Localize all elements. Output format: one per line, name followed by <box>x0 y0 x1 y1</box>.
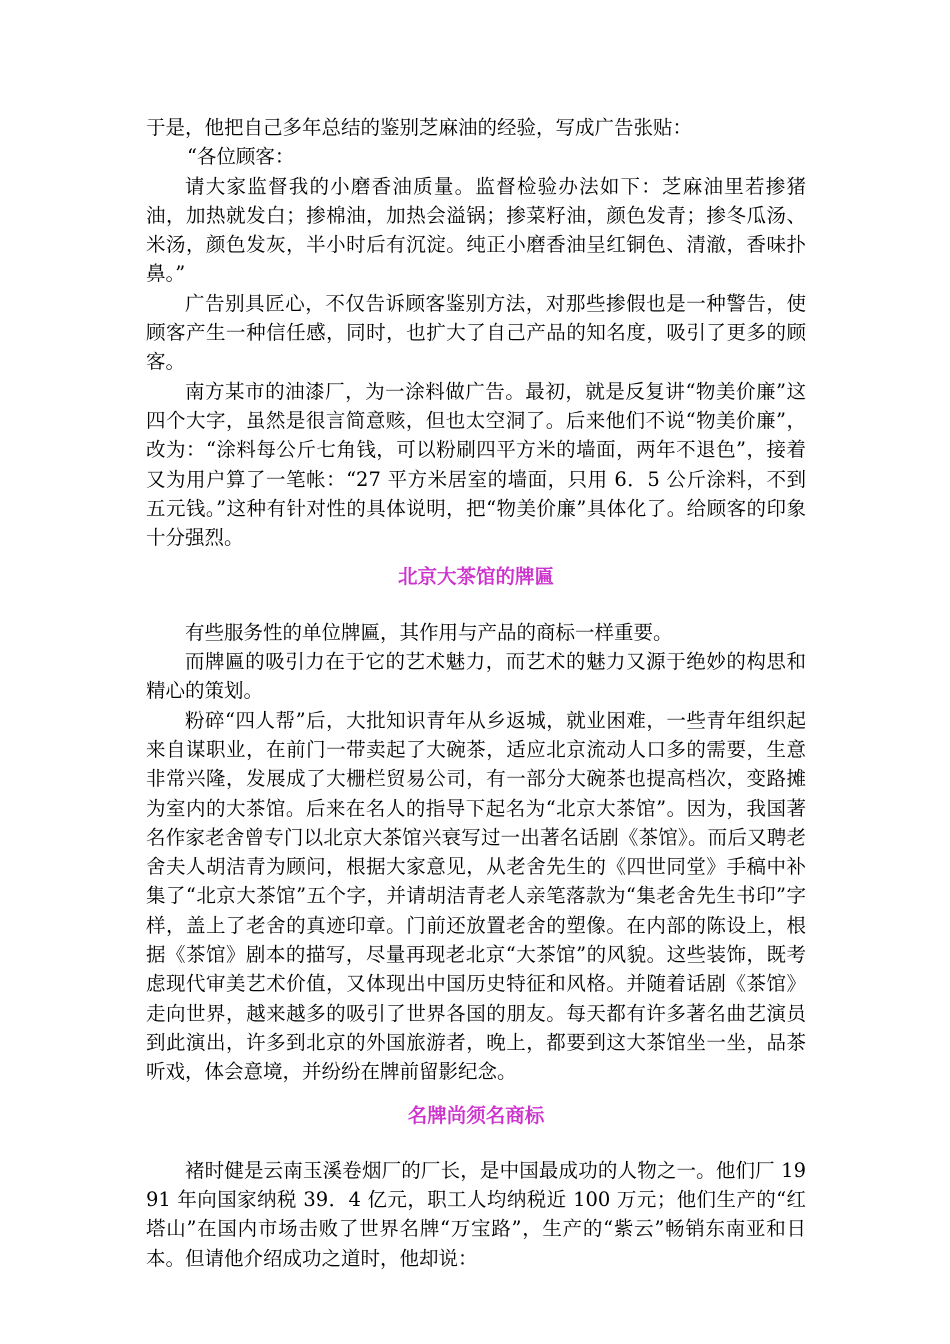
paragraph: 请大家监督我的小磨香油质量。监督检验办法如下：芝麻油里若掺猪油，加热就发白；掺棉油，加热会溢锅；掺菜籽油，颜色发青；掺冬瓜汤、米汤，颜色发灰，半小时后有沉淀。纯正小磨香油呈红铜色、清澈，香味扑鼻。” <box>146 174 806 286</box>
section-heading: 名牌尚须名商标 <box>407 1103 545 1127</box>
paragraph: 褚时健是云南玉溪卷烟厂的厂长，是中国最成功的人物之一。他们厂 1991 年向国家纳税 39．4 亿元，职工人均纳税近 100 万元；他们生产的“红塔山”在国内市场击败了世界名牌“万宝路”，生产的“紫云”畅销东南亚和日本。但请他介绍成功之道时，他却说： <box>146 1158 806 1270</box>
paragraph: “各位顾客： <box>186 145 295 169</box>
paragraph: 于是，他把自己多年总结的鉴别芝麻油的经验，写成广告张贴： <box>146 116 693 139</box>
section-heading: 北京大茶馆的牌匾 <box>397 565 554 589</box>
paragraph: 广告别具匠心，不仅告诉顾客鉴别方法，对那些掺假也是一种警告，使顾客产生一种信任感，同时，也扩大了自己产品的知名度，吸引了更多的顾客。 <box>146 291 806 374</box>
paragraph: 有些服务性的单位牌匾，其作用与产品的商标一样重要。 <box>185 620 673 644</box>
paragraph: 粉碎“四人帮”后，大批知识青年从乡返城，就业困难，一些青年组织起来自谋职业，在前门一带卖起了大碗茶，适应北京流动人口多的需要，生意非常兴隆，发展成了大栅栏贸易公司，有一部分大碗茶也提高档次，变路摊为室内的大茶馆。后来在名人的指导下起名为“北京大茶馆”。因为，我国著名作家老舍曾专门以北京大茶馆兴衰写过一出著名话剧《茶馆》。而后又聘老舍夫人胡洁青为顾问，根据大家意见，从老舍先生的《四世同堂》手稿中补集了“北京大茶馆”五个字，并请胡洁青老人亲笔落款为“集老舍先生书印”字样，盖上了老舍的真迹印章。门前还放置老舍的塑像。在内部的陈设上，根据《茶馆》剧本的描写，尽量再现老北京“大茶馆”的风貌。这些装饰，既考虑现代审美艺术价值，又体现出中国历史特征和风格。并随着话剧《茶馆》走向世界，越来越多的吸引了世界各国的朋友。每天都有许多著名曲艺演员到此演出，许多到北京的外国旅游者，晚上，都要到这大茶馆坐一坐，品茶听戏，体会意境，并纷纷在牌前留影纪念。 <box>146 708 806 1084</box>
paragraph: 南方某市的油漆厂，为一涂料做广告。最初，就是反复讲“物美价廉”这四个大字，虽然是很言简意赅，但也太空洞了。后来他们不说“物美价廉”，改为：“涂料每公斤七角钱，可以粉刷四平方米的墙面，两年不退色”，接着又为用户算了一笔帐：“27 平方米居室的墙面，只用 6．5 公斤涂料，不到五元钱。”这种有针对性的具体说明，把“物美价廉”具体化了。给顾客的印象十分强烈。 <box>146 379 806 550</box>
paragraph: 而牌匾的吸引力在于它的艺术魅力，而艺术的魅力又源于绝妙的构思和精心的策划。 <box>146 650 806 703</box>
document-page <box>146 113 806 1273</box>
